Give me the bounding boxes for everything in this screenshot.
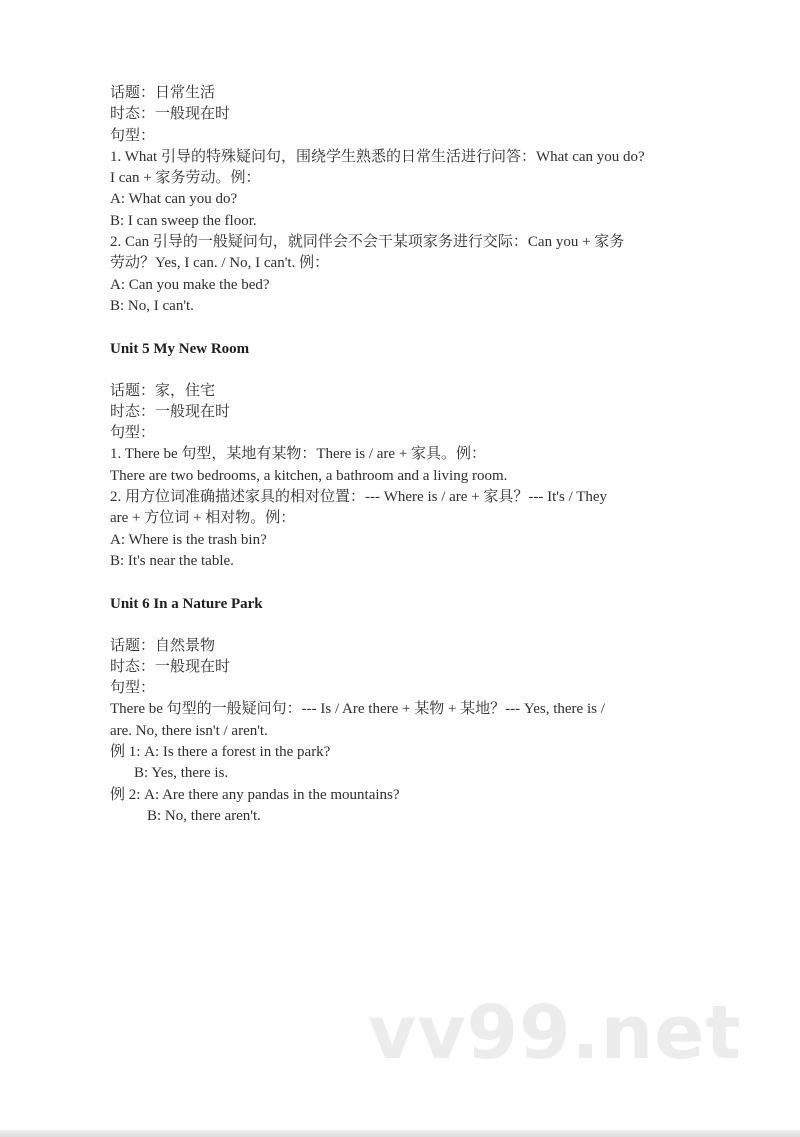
example-line: A: Can you make the bed? — [110, 276, 270, 293]
pattern-line: There be 句型的一般疑问句：--- Is / Are there + 某物 + 某地？--- Yes, there is / — [110, 701, 605, 718]
topic-line: 话题：自然景物 — [110, 637, 216, 654]
pattern-1-line: 1. What 引导的特殊疑问句，围绕学生熟悉的日常生活进行问答：What can you do? — [110, 148, 645, 165]
unit-5-heading: Unit 5 My New Room — [110, 341, 250, 358]
tense-line: 时态：一般现在时 — [110, 106, 231, 123]
section-unit5 — [110, 381, 690, 573]
example-2-answer: B: No, there aren't. — [147, 807, 261, 824]
pattern-2-line: 2. 用方位词准确描述家具的相对位置：--- Where is / are + 家具？--- It's / They — [110, 489, 608, 506]
example-line: B: No, I can't. — [110, 297, 194, 314]
tense-line: 时态：一般现在时 — [110, 403, 231, 420]
tense-line: 时态：一般现在时 — [110, 658, 231, 675]
document-content — [110, 83, 690, 827]
pattern-label: 句型： — [110, 425, 156, 442]
pattern-line-cont: are. No, there isn't / aren't. — [110, 722, 268, 739]
topic-line: 话题：日常生活 — [110, 85, 216, 101]
unit-6-heading: Unit 6 In a Nature Park — [110, 596, 263, 613]
example-line: B: It's near the table. — [110, 552, 234, 569]
watermark-text: vv99.net — [368, 990, 742, 1076]
pattern-label: 句型： — [110, 127, 156, 144]
example-2-question: 例 2: A: Are there any pandas in the mountains? — [110, 786, 400, 803]
example-line: B: I can sweep the floor. — [110, 212, 257, 229]
section-unit4-tail — [110, 83, 690, 317]
pattern-2-line: 2. Can 引导的一般疑问句，就同伴会不会干某项家务进行交际：Can you + 家务 — [110, 234, 625, 251]
pattern-2-line-cont: are + 方位词 + 相对物。例： — [110, 510, 296, 527]
example-line: A: What can you do? — [110, 191, 238, 208]
example-1-answer: B: Yes, there is. — [134, 765, 229, 782]
section-unit6 — [110, 636, 690, 828]
example-1-question: 例 1: A: Is there a forest in the park? — [110, 744, 331, 761]
page-bottom-edge — [0, 1130, 800, 1137]
pattern-1-line-cont: I can + 家务劳动。例： — [110, 170, 261, 187]
example-line: A: Where is the trash bin? — [110, 531, 267, 548]
pattern-1-line: 1. There be 句型，某地有某物：There is / are + 家具。例： — [110, 446, 487, 463]
topic-line: 话题：家，住宅 — [110, 382, 216, 399]
pattern-2-line-cont: 劳动？Yes, I can. / No, I can't. 例： — [110, 255, 330, 272]
example-line: There are two bedrooms, a kitchen, a bathroom and a living room. — [110, 467, 508, 484]
pattern-label: 句型： — [110, 680, 156, 697]
